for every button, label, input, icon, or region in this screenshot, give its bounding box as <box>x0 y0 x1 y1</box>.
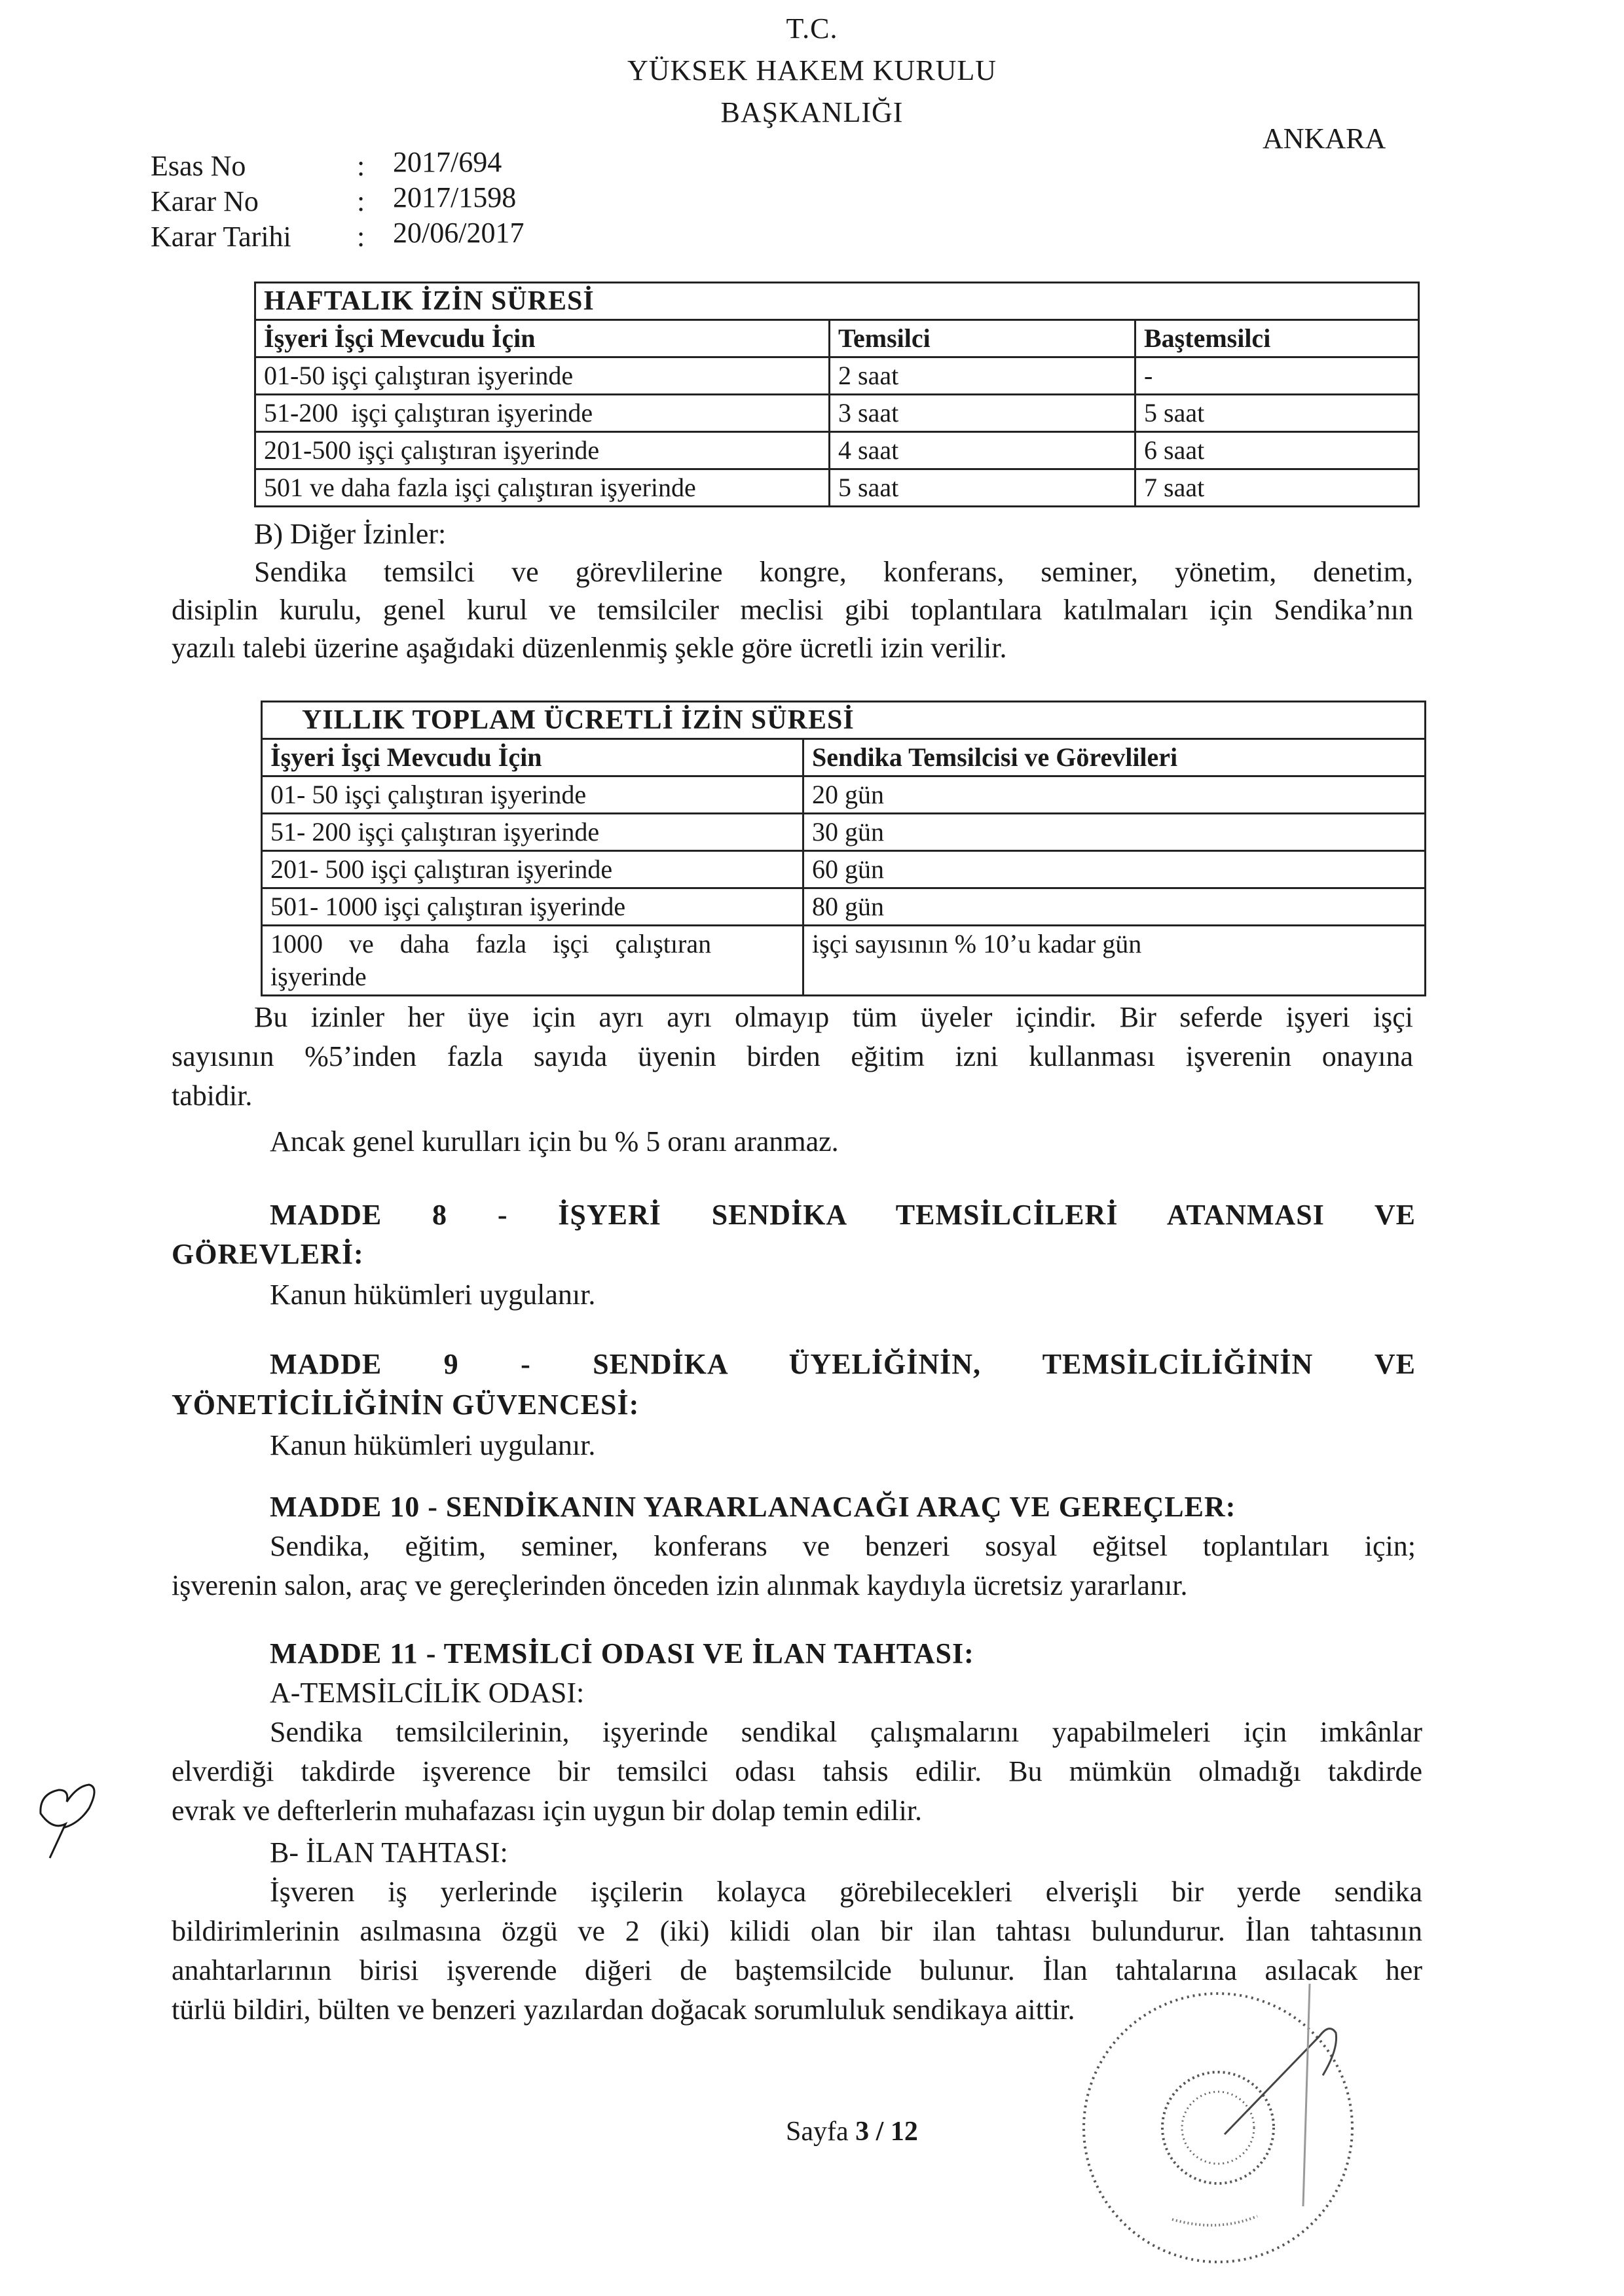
meta-tarih-sep: : <box>357 221 365 253</box>
table-header: Baştemsilci <box>1135 320 1419 357</box>
meta-tarih-value: 20/06/2017 <box>393 217 525 249</box>
section-b-title: B) Diğer İzinler: <box>254 518 447 550</box>
madde-11-heading: MADDE 11 - TEMSİLCİ ODASI VE İLAN TAHTASI: <box>270 1637 974 1669</box>
table-row <box>262 851 1426 888</box>
weekly-leave-title: HAFTALIK İZİN SÜRESİ <box>255 283 1419 320</box>
table-cell: 201-500 işçi çalıştıran işyerinde <box>255 432 830 469</box>
table-cell: 201- 500 işçi çalıştıran işyerinde <box>262 851 803 888</box>
madde-9-body: Kanun hükümleri uygulanır. <box>270 1429 596 1461</box>
table-cell: 6 saat <box>1135 432 1419 469</box>
table-cell: 5 saat <box>1135 395 1419 432</box>
table-cell: 01- 50 işçi çalıştıran işyerinde <box>262 776 803 814</box>
madde-11-a-line: elverdiği takdirde işverence bir temsilci odası tahsis edilir. Bu mümkün olmadığı takdirde <box>172 1755 1422 1787</box>
meta-esas-label: Esas No <box>151 150 246 182</box>
table-header: Sendika Temsilcisi ve Görevlileri <box>803 739 1426 776</box>
table-cell: 1000 ve daha fazla işçi çalıştıran işyerinde <box>262 926 803 996</box>
table-cell: 4 saat <box>830 432 1135 469</box>
table-cell: 51-200 işçi çalıştıran işyerinde <box>255 395 830 432</box>
table-cell: - <box>1135 357 1419 395</box>
table-cell: 5 saat <box>830 469 1135 507</box>
madde-10-line: işverenin salon, araç ve gereçlerinden önceden izin alınmak kaydıyla ücretsiz yararlanır. <box>172 1569 1188 1601</box>
meta-esas-value: 2017/694 <box>393 146 502 178</box>
table-cell: 2 saat <box>830 357 1135 395</box>
madde-11-b-line: anahtarlarının birisi işverende diğeri de baştemsilcide bulunur. İlan tahtalarına asılacak her <box>172 1954 1422 1986</box>
paragraph-line: Bu izinler her üye için ayrı ayrı olmayıp tüm üyeler içindir. Bir seferde işyeri işçi <box>254 1001 1413 1033</box>
table-cell: 60 gün <box>803 851 1426 888</box>
madde-9-heading: MADDE 9 - SENDİKA ÜYELİĞİNİN, TEMSİLCİLİĞİNİN VE <box>270 1348 1416 1380</box>
madde-11-sub-a: A-TEMSİLCİLİK ODASI: <box>270 1677 585 1709</box>
table-cell: 80 gün <box>803 888 1426 926</box>
signature-icon <box>26 1768 118 1872</box>
table-row <box>255 469 1419 507</box>
table-cell: 01-50 işçi çalıştıran işyerinde <box>255 357 830 395</box>
meta-karar-label: Karar No <box>151 185 259 217</box>
table-cell: işçi sayısının % 10’u kadar gün <box>803 926 1426 996</box>
table-row <box>255 357 1419 395</box>
section-b-line: yazılı talebi üzerine aşağıdaki düzenlenmiş şekle göre ücretli izin verilir. <box>172 632 1007 664</box>
meta-esas-sep: : <box>357 150 365 182</box>
page-total: 12 <box>890 2117 918 2147</box>
section-b-line: Sendika temsilci ve görevlilerine kongre, konferans, seminer, yönetim, denetim, <box>254 556 1413 588</box>
madde-11-b-line: bildirimlerinin asılmasına özgü ve 2 (iki) kilidi olan bir ilan tahtası bulundurur. İlan tahtasının <box>172 1915 1422 1947</box>
official-stamp-icon <box>1061 1971 1375 2278</box>
table-cell: 30 gün <box>803 814 1426 851</box>
table-row <box>262 888 1426 926</box>
paragraph-note: Ancak genel kurulları için bu % 5 oranı aranmaz. <box>270 1125 839 1157</box>
paragraph-line: tabidir. <box>172 1080 253 1112</box>
madde-11-a-line: Sendika temsilcilerinin, işyerinde sendikal çalışmalarını yapabilmeleri için imkânlar <box>270 1716 1422 1748</box>
page-number <box>786 2116 918 2147</box>
madde-8-heading: MADDE 8 - İŞYERİ SENDİKA TEMSİLCİLERİ ATANMASI VE <box>270 1199 1416 1231</box>
madde-11-a-line: evrak ve defterlerin muhafazası için uygun bir dolap temin edilir. <box>172 1795 923 1827</box>
table-row <box>255 395 1419 432</box>
meta-tarih-label: Karar Tarihi <box>151 221 291 253</box>
weekly-leave-table <box>254 282 1420 507</box>
madde-9-heading-cont: YÖNETİCİLİĞİNİN GÜVENCESİ: <box>172 1389 640 1421</box>
paragraph-line: sayısının %5’inden fazla sayıda üyenin birden eğitim izni kullanması işverenin onayına <box>172 1040 1413 1072</box>
page-prefix: Sayfa <box>786 2117 849 2147</box>
header-department: BAŞKANLIĞI <box>720 96 904 128</box>
table-row <box>262 814 1426 851</box>
header-city: ANKARA <box>1263 122 1386 155</box>
table-cell: 3 saat <box>830 395 1135 432</box>
table-header: Temsilci <box>830 320 1135 357</box>
table-cell: 7 saat <box>1135 469 1419 507</box>
table-cell: 51- 200 işçi çalıştıran işyerinde <box>262 814 803 851</box>
table-cell: 501- 1000 işçi çalıştıran işyerinde <box>262 888 803 926</box>
madde-8-body: Kanun hükümleri uygulanır. <box>270 1279 596 1311</box>
page-current: 3 <box>855 2117 870 2147</box>
table-header: İşyeri İşçi Mevcudu İçin <box>255 320 830 357</box>
madde-11-b-line: türlü bildiri, bülten ve benzeri yazılardan doğacak sorumluluk sendikaya aittir. <box>172 1994 1075 2026</box>
table-row <box>262 776 1426 814</box>
table-cell: 501 ve daha fazla işçi çalıştıran işyerinde <box>255 469 830 507</box>
header-institution: YÜKSEK HAKEM KURULU <box>627 54 997 86</box>
meta-karar-value: 2017/1598 <box>393 181 517 213</box>
madde-10-line: Sendika, eğitim, seminer, konferans ve benzeri sosyal eğitsel toplantıları için; <box>270 1530 1416 1562</box>
madde-11-b-line: İşveren iş yerlerinde işçilerin kolayca görebilecekleri elverişli bir yerde sendika <box>270 1876 1422 1908</box>
header-tc: T.C. <box>786 12 838 45</box>
section-b-line: disiplin kurulu, genel kurul ve temsilciler meclisi gibi toplantılara katılmaları için Sendika’nın <box>172 594 1413 626</box>
madde-11-sub-b: B- İLAN TAHTASI: <box>270 1836 508 1868</box>
table-cell: 20 gün <box>803 776 1426 814</box>
madde-10-heading: MADDE 10 - SENDİKANIN YARARLANACAĞI ARAÇ VE GEREÇLER: <box>270 1491 1236 1523</box>
annual-leave-title: YILLIK TOPLAM ÜCRETLİ İZİN SÜRESİ <box>262 702 1426 739</box>
annual-leave-table <box>261 701 1426 996</box>
meta-karar-sep: : <box>357 185 365 217</box>
table-header: İşyeri İşçi Mevcudu İçin <box>262 739 803 776</box>
page-separator: / <box>876 2117 884 2147</box>
madde-8-heading-cont: GÖREVLERİ: <box>172 1238 364 1270</box>
table-row <box>255 432 1419 469</box>
table-row <box>262 926 1426 996</box>
